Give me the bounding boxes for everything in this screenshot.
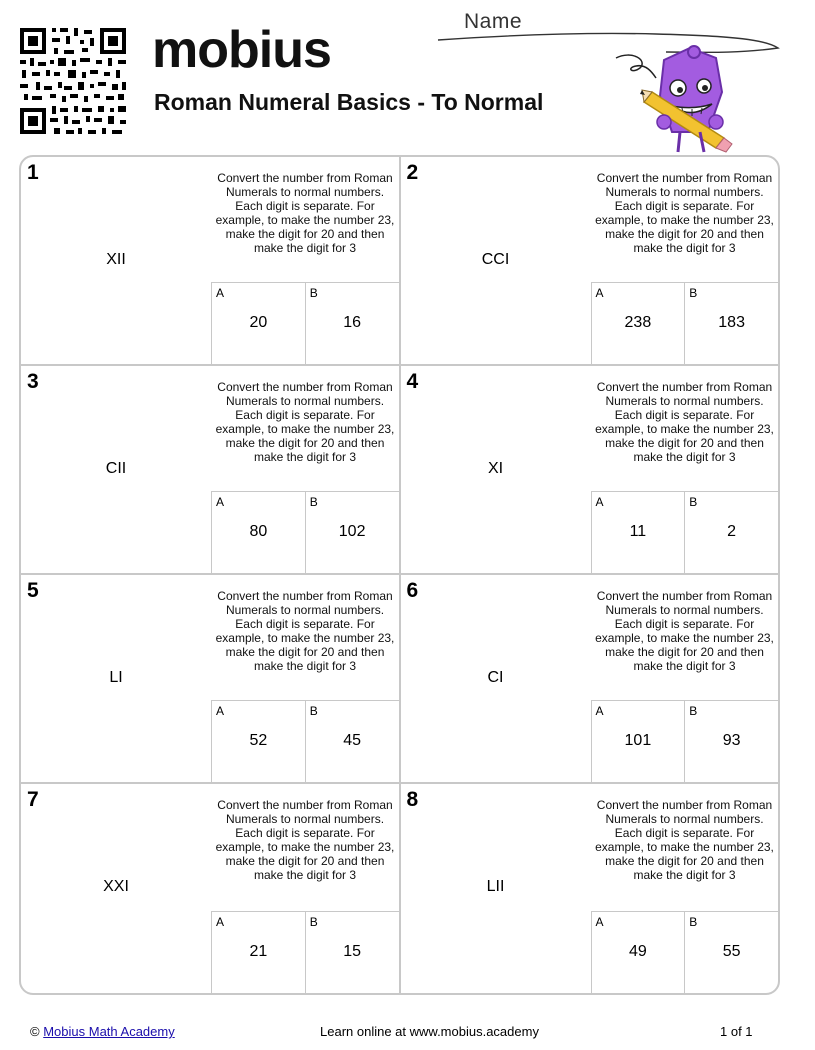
qr-code-icon (18, 26, 128, 136)
option-value: 45 (343, 732, 362, 749)
option-letter: B (689, 704, 698, 718)
option-value: 20 (249, 314, 268, 331)
option-letter: B (309, 495, 318, 509)
question-card (21, 575, 400, 784)
option-value: 16 (343, 314, 362, 331)
academy-link[interactable]: Mobius Math Academy (43, 1024, 175, 1039)
answer-option[interactable] (305, 283, 399, 364)
answer-options (211, 700, 399, 782)
option-value: 183 (718, 314, 745, 331)
instructions (591, 380, 779, 464)
answer-option[interactable] (305, 912, 399, 993)
instruction-line: Each digit is separate. For example, to make the number 23, make the digit for 20 and then make the digit for 3 (595, 617, 774, 673)
option-letter: B (689, 286, 698, 300)
option-value: 102 (338, 523, 366, 540)
answer-option[interactable] (305, 701, 399, 782)
instructions (591, 798, 779, 882)
option-letter: A (216, 286, 225, 300)
pencil-mascot-icon (612, 40, 752, 158)
instruction-line: Convert the number from Roman Numerals to normal numbers. (596, 589, 773, 617)
question-card (400, 784, 779, 993)
mobius-logo (152, 20, 331, 80)
question-number: 8 (406, 788, 419, 811)
roman-numeral: CCI (481, 251, 510, 268)
instructions (591, 589, 779, 673)
answer-options (591, 700, 779, 782)
option-value: 80 (249, 523, 268, 540)
option-letter: A (595, 495, 604, 509)
copyright-symbol: © (30, 1024, 40, 1039)
option-letter: A (595, 704, 604, 718)
question-card (21, 784, 400, 993)
answer-option[interactable] (211, 283, 305, 364)
option-letter: B (689, 495, 698, 509)
roman-numeral: XI (487, 460, 504, 477)
instruction-line: Convert the number from Roman Numerals to normal numbers. (596, 171, 773, 199)
instructions (211, 171, 399, 255)
roman-numeral: CII (105, 460, 127, 477)
question-number: 2 (406, 161, 419, 184)
instruction-line: Each digit is separate. For example, to make the number 23, make the digit for 20 and then make the digit for 3 (215, 826, 395, 882)
option-value: 55 (722, 943, 741, 960)
option-value: 11 (629, 523, 647, 540)
option-letter: B (309, 286, 318, 300)
option-letter: B (309, 704, 318, 718)
question-grid (19, 155, 780, 995)
option-letter: A (216, 704, 225, 718)
question-number: 5 (27, 579, 39, 602)
question-number: 7 (27, 788, 39, 811)
page-indicator: 1 of 1 (720, 1024, 753, 1039)
answer-options (211, 282, 399, 364)
answer-option[interactable] (591, 492, 685, 573)
option-letter: A (216, 495, 225, 509)
instruction-line: Each digit is separate. For example, to make the number 23, make the digit for 20 and then make the digit for 3 (215, 199, 395, 255)
roman-numeral: XXI (103, 878, 129, 895)
option-value: 93 (722, 732, 741, 749)
option-letter: A (595, 915, 604, 929)
roman-numeral: XII (106, 251, 126, 268)
instruction-line: Each digit is separate. For example, to make the number 23, make the digit for 20 and then make the digit for 3 (595, 199, 774, 255)
question-card (21, 366, 400, 575)
question-card (400, 157, 779, 366)
instruction-line: Convert the number from Roman Numerals to normal numbers. (217, 380, 393, 408)
option-value: 21 (249, 943, 268, 960)
question-number: 6 (406, 579, 419, 602)
question-number: 3 (27, 370, 39, 393)
instruction-line: Convert the number from Roman Numerals to normal numbers. (596, 380, 773, 408)
option-letter: B (309, 915, 318, 929)
logo-text: mobius (152, 21, 331, 79)
answer-options (591, 911, 779, 993)
instruction-line: Convert the number from Roman Numerals to normal numbers. (217, 589, 393, 617)
answer-options (591, 282, 779, 364)
answer-option[interactable] (211, 492, 305, 573)
instructions (591, 171, 779, 255)
instructions (211, 380, 399, 464)
option-value: 2 (727, 523, 737, 540)
answer-option[interactable] (684, 701, 778, 782)
question-card (400, 366, 779, 575)
footer-learn-online: Learn online at www.mobius.academy (320, 1024, 539, 1039)
footer (0, 1024, 815, 1042)
question-number: 1 (27, 161, 39, 184)
roman-numeral: CI (487, 669, 504, 686)
instruction-line: Convert the number from Roman Numerals to normal numbers. (217, 798, 393, 826)
answer-option[interactable] (211, 912, 305, 993)
instruction-line: Convert the number from Roman Numerals to normal numbers. (217, 171, 393, 199)
answer-option[interactable] (211, 701, 305, 782)
page-title: Roman Numeral Basics - To Normal (154, 89, 544, 115)
answer-option[interactable] (305, 492, 399, 573)
answer-option[interactable] (591, 283, 685, 364)
answer-option[interactable] (684, 912, 778, 993)
instruction-line: Each digit is separate. For example, to make the number 23, make the digit for 20 and then make the digit for 3 (595, 408, 774, 464)
instruction-line: Convert the number from Roman Numerals to normal numbers. (596, 798, 773, 826)
option-letter: B (689, 915, 698, 929)
option-value: 49 (628, 943, 647, 960)
answer-option[interactable] (684, 283, 778, 364)
footer-copyright (30, 1024, 175, 1039)
option-letter: A (216, 915, 225, 929)
answer-options (211, 491, 399, 573)
answer-options (211, 911, 399, 993)
question-number: 4 (406, 370, 419, 393)
instruction-line: Each digit is separate. For example, to make the number 23, make the digit for 20 and then make the digit for 3 (215, 408, 395, 464)
answer-option[interactable] (591, 912, 685, 993)
answer-options (591, 491, 779, 573)
instructions (211, 589, 399, 673)
instruction-line: Each digit is separate. For example, to make the number 23, make the digit for 20 and then make the digit for 3 (595, 826, 774, 882)
option-value: 15 (343, 943, 362, 960)
instruction-line: Each digit is separate. For example, to make the number 23, make the digit for 20 and then make the digit for 3 (215, 617, 395, 673)
option-value: 101 (624, 732, 652, 749)
question-card (21, 157, 400, 366)
question-card (400, 575, 779, 784)
answer-option[interactable] (591, 701, 685, 782)
roman-numeral: LII (486, 878, 505, 895)
answer-option[interactable] (684, 492, 778, 573)
instructions (211, 798, 399, 882)
option-value: 238 (624, 314, 652, 331)
option-letter: A (595, 286, 604, 300)
option-value: 52 (249, 732, 268, 749)
name-label: Name (464, 10, 523, 33)
roman-numeral: LI (109, 669, 123, 686)
